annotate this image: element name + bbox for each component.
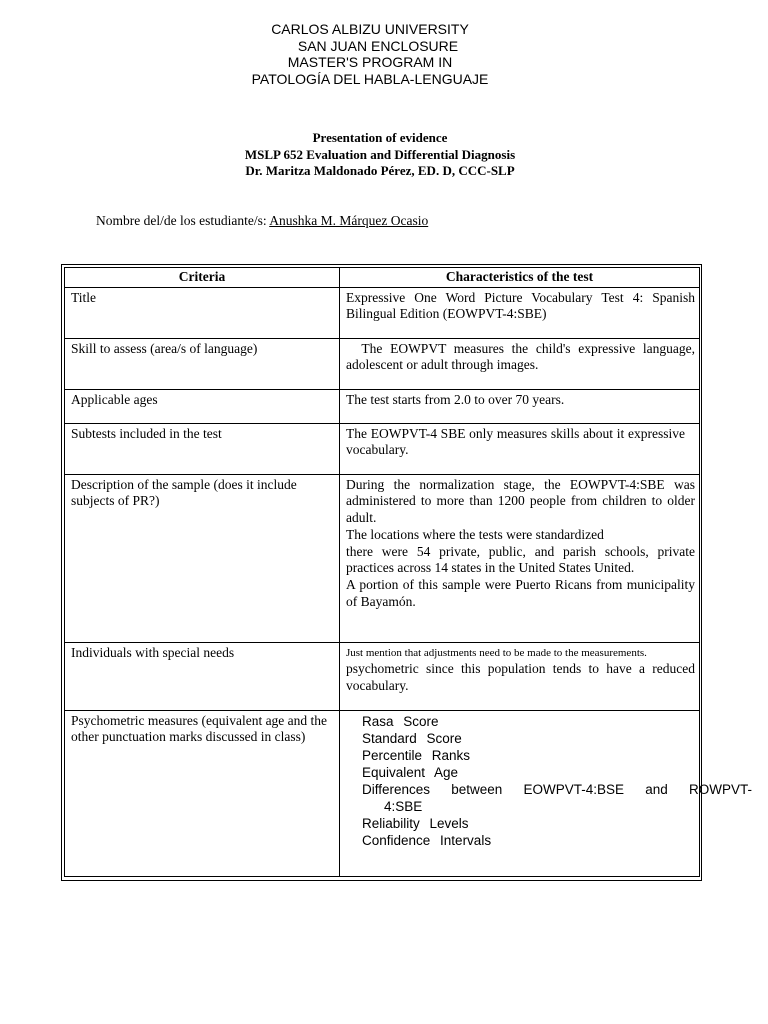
table-row [65,423,700,474]
header-characteristics: Characteristics of the test [340,268,700,288]
characteristics-cell [340,710,752,876]
measures-list [340,713,752,849]
list-item: Equivalent Age [362,764,459,780]
campus-name: SAN JUAN ENCLOSURE [297,37,459,54]
list-item: Confidence Intervals [362,832,492,848]
criteria-cell: Individuals with special needs [65,642,340,710]
evidence-table [64,267,752,877]
list-item: Standard Score [362,730,462,746]
table-header-row [65,268,700,288]
header-criteria: Criteria [65,268,340,288]
sample-paragraph: During the normalization stage, the EOWPVT-4:SBE was administered to more than 1200 people from children to older adult. [346,476,695,526]
table-row [65,389,700,423]
criteria-text: Description of the sample (does it include subjects of PR?) [71,476,297,509]
table-row [65,338,700,389]
student-line [96,213,428,229]
criteria-cell: Subtests included in the test [65,423,340,474]
special-needs-note: Just mention that adjustments need to be made to the measurements. [346,646,647,659]
table-row [65,287,700,338]
university-header [0,21,740,87]
sample-paragraph: The locations where the tests were standardized [346,526,604,542]
diff-word: Differences [362,781,431,797]
presentation-header [0,130,760,180]
program-name: MASTER'S PROGRAM IN [287,54,453,70]
sample-paragraph: A portion of this sample were Puerto Ricans from municipality of Bayamón. [346,576,695,609]
criteria-cell: Skill to assess (area/s of language) [65,338,340,389]
differences-line [362,781,752,798]
student-name: Anushka M. Márquez Ocasio [269,213,429,228]
diff-word: EOWPVT-4:BSE [523,781,625,797]
diff-word: ROWPVT- [688,781,752,797]
table-row [65,710,700,876]
table-row [65,474,700,642]
characteristics-cell: The EOWPVT measures the child's expressive language, adolescent or adult through images. [340,338,700,389]
list-item: Reliability Levels [362,815,469,831]
criteria-cell: Title [65,287,340,338]
list-item: Rasa Score [362,713,439,729]
characteristics-cell: The EOWPVT-4 SBE only measures skills about it expressive vocabulary. [340,423,700,474]
characteristics-cell [340,474,700,642]
evidence-table-frame [61,264,752,881]
sample-paragraph: there were 54 private, public, and parish schools, private practices across 14 states in the United States United. [346,543,695,576]
list-item: Percentile Ranks [362,747,471,763]
diff-word: between [451,781,503,797]
diff-word: and [645,781,668,797]
program-field: PATOLOGÍA DEL HABLA-LENGUAJE [251,70,489,87]
characteristics-cell [340,642,700,710]
list-item: 4:SBE [384,798,423,814]
characteristics-cell: Expressive One Word Picture Vocabulary Test 4: Spanish Bilingual Edition (EOWPVT-4:SBE) [340,287,700,338]
criteria-cell: Applicable ages [65,389,340,423]
special-needs-text: psychometric since this population tends to have a reduced vocabulary. [346,661,695,694]
table-row [65,642,700,710]
presentation-title: Presentation of evidence [312,130,448,145]
list-item [362,781,752,798]
characteristics-cell: The test starts from 2.0 to over 70 years. [340,389,700,423]
university-name: CARLOS ALBIZU UNIVERSITY [271,21,469,37]
professor-name: Dr. Maritza Maldonado Pérez, ED. D, CCC-SLP [245,163,515,178]
course-name: MSLP 652 Evaluation and Differential Diagnosis [244,146,516,162]
criteria-cell [65,474,340,642]
student-label: Nombre del/de los estudiante/s: [96,213,267,228]
criteria-cell: Psychometric measures (equivalent age and the other punctuation marks discussed in class) [65,710,340,876]
